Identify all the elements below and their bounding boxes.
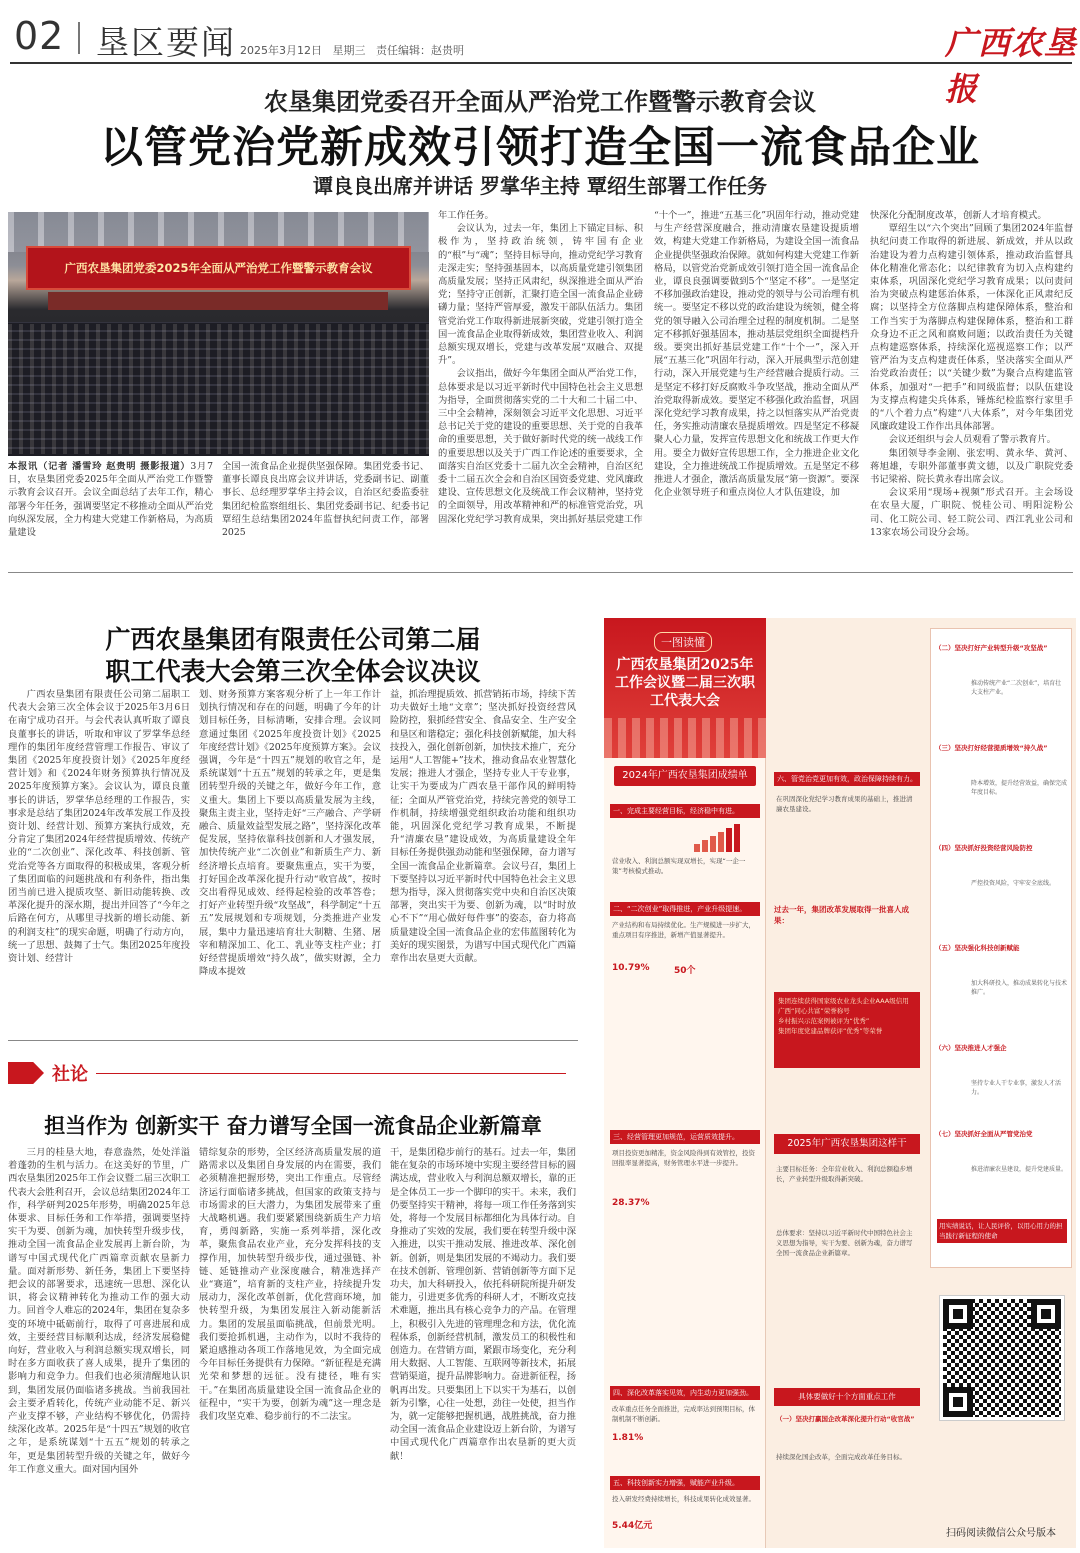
info-right-text: 严控投资风险，守牢安全底线。 bbox=[971, 880, 1056, 887]
infographic bbox=[604, 618, 1076, 1548]
editor: 责任编辑：赵贵明 bbox=[376, 44, 464, 57]
editorial-col2: 错综复杂的形势，全区经济高质量发展的道路需求以及集团自身发展的内在需要，我们必须精准把握形势，突出工作重点。尽管经济运行面临诸多挑战，但国家的政策支持与市场需求的巨大潜力，为集团发展带来了重大战略机遇。我们要紧紧围绕新质生产力培育，勇闯新路，实施一系列举措，深化改革，聚焦食品农业产业，充分发挥科技的支撑作用，加快转型升级步伐，通过强链、补链、延链推动产业深度融合，精准选择产业“赛道”，培育新的支柱产业，持续提升发展动力，深化改革创新，优化营商环境，加快转型升级，为集团发展注入新动能新活力。集团的发展虽面临挑战，但前景光明。我们要抢抓机遇，主动作为，以时不我待的紧迫感推动各项工作落地见效，为全面完成今年目标任务提供有力保障。“新征程是充满光荣和梦想的远征。没有捷径，唯有实干。”在集团高质量建设全国一流食品企业的征程中，“实干为要，创新为魂”这一理念是我们攻坚克难、稳步前行的不二法宝。 bbox=[199, 1147, 381, 1423]
info-s5: 五、科技创新实力增强，赋能产业升级。 bbox=[610, 1476, 760, 1490]
lead-headline: 以管党治党新成效引领打造全国一流食品企业 bbox=[100, 123, 980, 173]
info-right-col bbox=[926, 618, 1076, 1548]
issue-date bbox=[240, 42, 464, 58]
info-work-tab: 具体要做好十个方面重点工作 bbox=[774, 1388, 920, 1406]
lead-col5b: 覃绍生以“六个突出”回顾了集团2024年监督执纪问责工作取得的新进展、新成效，并从以政治建设为着力点构建引领体系，推动政治监督具体化精准化常态化；以纪律教育为切入点构建约束体系，巩固深化党纪学习教育成果；以问责问治为突破点构建惩治体系，一体深化正风肃纪反腐；以坚持全方位落脚点构建保障体系，整治和工作当实于为落脚点构建保障体系，整治和工群众身边不正之风和腐败问题；以政治责任为关键点构建巡察体系，持续深化巡视巡察工作；以严管严治为支点构建责任体系，坚决落实全面从严治党政治责任；以“关键少数”为聚合点构建监管体系，加强对“一把手”和同级监督；以队伍建设为支撑点构建尖兵体系，锤炼纪检监察行家里手的“八个着力点”构建“八大体系”，对今年集团党风廉政建设工作作出具体部署。 bbox=[870, 223, 1073, 433]
lead-col5a: 快深化分配制度改革，创新人才培育模式。 bbox=[870, 210, 1047, 221]
info-req-text: 总体要求：坚持以习近平新时代中国特色社会主义思想为指导，实干为要、创新为魂，奋力谱写全国一流食品企业新篇章。 bbox=[776, 1229, 913, 1257]
info-goal-text: 主要目标任务：全年营业收入、利润总额稳步增长，产业转型升级取得新突破。 bbox=[776, 1165, 913, 1183]
lead-byline: 本报讯（记者 潘雪玲 赵贵明 摄影报道） bbox=[8, 461, 191, 472]
masthead-divider bbox=[78, 22, 80, 54]
editorial-col3: 干，是集团稳步前行的基石。过去一年，集团能在复杂的市场环境中实现主要经营目标的圆满达成，营业收入与利润总额双增长，靠的正是全体员工一步一个脚印的实干。未来，我们仍要坚持实干精神，将每一项工作任务落到实处，将每一个发展目标都细化为具体行动。自身推动了实效的发展，我们要在转型升级中深入推进，以实干推动发展、推进改革、深化创新。创新，则是集团发展的不竭动力。我们要在技术创新、管理创新、营销创新等方面下足功夫，加大科研投入，依托科研院所提升研发能力，引进更多优秀的科研人才，不断攻克技术难题，推出具有核心竞争力的产品。在管理上，积极引入先进的管理理念和方法，优化流程体系，创新经营机制，激发员工的积极性和创造力。在营销方面，紧跟市场变化，充分利用大数据、人工智能、互联网等新技术，拓展营销渠道，提升品牌影响力。奋进新征程，扬帆再出发。只要集团上下以实干为基石，以创新为引擎，心往一处想，劲往一处使，担当作为，就一定能够把握机遇，战胜挑战，奋力推动全国一流食品企业建设迈上新台阶，为谱写中国式现代化广西篇章作出农垦新的更大贡献！ bbox=[390, 1147, 576, 1462]
editorial-tag-arrow-icon bbox=[8, 1062, 44, 1084]
info-mid-box: 过去一年，集团改革发展取得一批喜人成果： bbox=[774, 905, 909, 925]
info-right-list bbox=[930, 628, 1072, 1268]
date: 2025年3月12日 bbox=[240, 44, 322, 57]
info-right-item: （五）坚决强化科技创新赋能 bbox=[935, 944, 1020, 952]
editorial-column-1 bbox=[8, 1146, 190, 1546]
lead-kicker: 农垦集团党委召开全面从严治党工作暨警示教育会议 bbox=[264, 88, 816, 116]
info-s1: 一、完成主要经营目标，经济稳中有进。 bbox=[610, 804, 760, 818]
info-s2-text: 产业结构和布局持续优化。生产规模进一步扩大，重点项目有序推进，新增产值显著提升。 bbox=[612, 921, 755, 939]
info-s2: 二、“二次创业”取得推进，产业升级提速。 bbox=[610, 902, 760, 916]
second-headline-2: 职工代表大会第三次全体会议决议 bbox=[105, 657, 481, 686]
lead-col5e: 会议采用“现场+视频”形式召开。主会场设在农垦大厦，广职院、悦桂公司、明阳淀粉公司、化工院公司、轻工院公司、西江乳业公司和13家农场公司设分会场。 bbox=[870, 487, 1073, 538]
info-title: 广西农垦集团2025年工作会议暨二届三次职工代表大会 bbox=[615, 657, 755, 709]
info-s5-text: 投入研发经费持续增长，科技成果转化成效显著。 bbox=[612, 1495, 755, 1503]
qr-finder-1 bbox=[943, 1299, 973, 1329]
weekday: 星期三 bbox=[332, 44, 366, 57]
qr-finder-3 bbox=[943, 1387, 973, 1417]
award-text: 广西“同心共富”荣誉称号 bbox=[778, 1007, 850, 1015]
info-mid-col bbox=[770, 618, 924, 1548]
info-bar bbox=[702, 840, 708, 852]
info-right-text: 坚持专业人干专业事，激发人才活力。 bbox=[971, 1080, 1062, 1096]
editorial-headline: 担当作为 创新实干 奋力谱写全国一流食品企业新篇章 bbox=[44, 1114, 542, 1138]
second-headline-1: 广西农垦集团有限责任公司第二届 bbox=[105, 625, 481, 654]
second-bottom-rule bbox=[8, 1040, 578, 1041]
rostrum bbox=[48, 292, 388, 310]
editorial-tag-line bbox=[96, 1073, 566, 1074]
info-stat-3: 28.37% bbox=[612, 1198, 650, 1208]
info-s3-text: 项目投资更加精准，资金风险得到有效管控，投资回报率显著提高，财务管理水平进一步提升。 bbox=[612, 1149, 755, 1167]
lead-col4: “十个一”，推进“五基三化”巩固年行动，推动党建与生产经营深度融合，推动清廉农垦建设提质增效，构建大党建工作新格局，为建设全国一流食品企业提供坚强政治保障。就如何构建大党建工作新格局，以管党治党新成效引领打造全国一流食品企业，谭良良强调要做到5个“坚定不移”。一是坚定不移加强政治建设，推动党的领导与公司治理有机统一。要坚定不移以党的政治建设为统领，健全将党的领导融入公司治理全过程的制度机制。二是坚定不移抓好强基固本，推动基层党组织全面提档升级。要突出抓好基层党建工作“十个一”，深入开展“五基三化”巩固年行动，深入开展典型示范创建行动，深入开展党建与生产经营融合提质行动。三是坚定不移打好反腐败斗争攻坚战，推动全面从严治党取得新成效。要坚定不移强化政治监督，巩固深化党纪学习教育成果，持之以恒落实从严治党责任，务实推动清廉农垦提质增效。四是坚定不移凝聚人心力量，发挥宣传思想文化和统战工作更大作用。要全力做好宣传思想工作，全力推进企业文化建设，全力推进统战工作提质增效。五是坚定不移推进人才强企，激活高质量发展“第一资源”。要深化企业领导班子和重点岗位人才队伍建设，加 bbox=[654, 210, 859, 499]
info-right-item: （二）坚决打好产业转型升级“攻坚战” bbox=[935, 644, 1048, 652]
lead-col2-text: 全国一流食品企业提供坚强保障。集团党委书记、董事长谭良良出席会议并讲话，党委副书记、副董事长、总经理罗掌华主持会议，自治区纪委监委驻集团纪检监察组组长、集团党委副书记、纪委书记覃绍生总结集团2024年监督执纪问责工作，部署2025 bbox=[222, 461, 429, 539]
info-right-text: 推动传统产业“二次创业”，培育壮大支柱产业。 bbox=[971, 680, 1062, 696]
audience-heads bbox=[8, 324, 429, 454]
info-hero bbox=[604, 618, 766, 758]
paper-logo: 广西农垦报 bbox=[945, 24, 1078, 108]
info-stat-4: 1.81% bbox=[612, 1433, 644, 1443]
info-right-item: （七）坚决抓好全面从严管党治党 bbox=[935, 1130, 1033, 1138]
info-bar-chart bbox=[694, 822, 754, 852]
second-col3: 益，抓治理提质效、抓营销拓市场，持续下苦功夫做好土地“文章”；坚决抓好投资经营风险防控，狠抓经营安全、食品安全、生产安全和垦区和谐稳定；强化科技创新赋能，加大科技投入，强化创新创新，加快技术推广，充分运用“人工智能+”技术，推动食品农业智慧化发展；推进人才强企，坚持专业人干专业事，让实干为要成为广西农垦干部作风的鲜明特征；全面从严管党治党，持续完善党的领导工作机制，持续增强党组织政治功能和组织功能，巩固深化党纪学习教育成果，不断提升“清廉农垦”建设成效，为高质量建设全年目标任务提供强劲动能和坚强保障，奋力谱写全国一流食品企业新篇章。会议号召，集团上下要坚持以习近平新时代中国特色社会主义思想为指导，深入贯彻落实党中央和自治区决策部署，突出实干为要、创新为魂，以“时时放心不下”“用心做好每件事”的姿态，奋力将高质量建设全国一流食品企业的宏伟蓝图转化为美好的现实图景，为谱写中国式现代化广西篇章作出农垦更大贡献。 bbox=[390, 689, 576, 965]
editorial-column-3 bbox=[390, 1146, 576, 1546]
second-col1: 广西农垦集团有限责任公司第二届职工代表大会第三次全体会议于2025年3月6日在南宁成功召开。与会代表认真听取了谭良良董事长的讲话，听取和审议了罗掌华总经理作的集团年度经营管理工作报告、审议了集团《2025年度投资计划》《2025年度经营计划》和《2024年财务预算执行情况及2025年度预算方案》。会议认为，谭良良董事长的讲话，罗掌华总经理的工作报告，实事求是总结了集团2024年改革发展工作及投资计划、经营计划、预算方案执行成效，充分肯定了集团2024年经营提质增效、传统产业的“二次创业”、深化改革、科技创新、管党治党等各方面取得的积极成果，客观分析了集团面临的问题挑战和有利条件，指出集团当前已进入提质攻坚、新旧动能转换、改革深化提升的深水期，提出并回答了“今年之后路在何方，从哪里寻找新的增长动能、新的利润支柱”的现实命题，明确了行动方向，统一了思想、鼓舞了士气。集团2025年度投资计划、经营计 bbox=[8, 689, 190, 965]
lead-col3a: 年工作任务。 bbox=[438, 210, 494, 221]
lead-col3c: 会议指出，做好今年集团全面从严治党工作，总体要求是以习近平新时代中国特色社会主义思想为指导，全面贯彻落实党的二十大和二十届二中、三中全会精神，深刻领会习近平文化思想、习近平总书记关于党的建设的重要思想、关于党的自我革命的重要思想，关于做好新时代党的统一战线工作的重要思想以及关于广西工作论述的重要要求，全面落实自治区党委十二届九次全会精神，自治区纪委十二届五次全会和自治区国资委党建、党风廉政建设、宣传思想文化及统战工作会议精神，坚持党的全面领导，用改革精神和严的标准管党治党，巩固深化党纪学习教育成果，突出抓好基层党建工作 bbox=[438, 368, 643, 525]
lead-column-5 bbox=[870, 209, 1073, 560]
info-left-col bbox=[604, 618, 766, 1548]
editorial-tag-text: 社论 bbox=[52, 1064, 88, 1085]
info-bar bbox=[718, 832, 724, 852]
info-s4-text: 改革重点任务全面推进，完成率达到预期目标，体制机制不断创新。 bbox=[612, 1405, 755, 1423]
second-column-1 bbox=[8, 688, 190, 1018]
info-stat-1: 10.79% bbox=[612, 963, 650, 973]
lead-bottom-rule bbox=[8, 572, 1073, 573]
section-name: 垦区要闻 bbox=[96, 23, 236, 62]
info-right-item: （六）坚决推进人才强企 bbox=[935, 1044, 1007, 1052]
lead-column-4 bbox=[654, 209, 859, 560]
info-award-1 bbox=[774, 992, 920, 1068]
lead-col3b: 会议认为，过去一年，集团上下锚定目标、积极作为，坚持政治统领，铸牢国有企业的“根”与“魂”；坚持目标导向，推动党纪学习教育走深走实；坚持强基固本，以高质量党建引领集团高质量发展；坚持正风肃纪，纵深推进全面从严治党；坚持守正创新，汇聚打造全国一流食品企业磅礴力量；坚持严管厚爱，激发干部队伍活力。集团管党治党工作取得新进展新突破，党建引领打造全国一流食品企业取得新成效，集团营业收入、利润总额实现双增长，党建与改革发展“双融合、双提升”。 bbox=[438, 223, 643, 367]
masthead-rule bbox=[10, 62, 1072, 64]
info-right-text: 推进清廉农垦建设，提升党建质量。 bbox=[971, 1166, 1068, 1173]
editorial-column-2 bbox=[199, 1146, 381, 1546]
page-number: 02 bbox=[14, 14, 65, 58]
info-summary-tab: 2024年广西农垦集团成绩单 bbox=[614, 766, 756, 786]
editorial-col1: 三月的桂垦大地，春意盎然，处处洋溢着蓬勃的生机与活力。在这美好的节里，广西农垦集团2025年工作会议暨二届三次职工代表大会胜利召开，会议总结集团2024年工作，科学研判2025年形势，明确2025年总体要求、目标任务和工作举措，强调要坚持实干为要、创新为魂，加快转型升级步伐，推动全国一流食品企业发展再上新台阶，为谱写中国式现代化广西篇章贡献农垦新力量。面对新形势、新任务，集团上下要坚持把会议的部署要求，迅速统一思想、深化认识，将会议精神转化为推动工作的强大动力。回首令人难忘的2024年，集团在复杂多变的环境中砥砺前行，取得了可喜进展和成效，主要经营目标顺利达成，经济发展稳健向好，营业收入与利润总额实现双增长，同时在多方面收获了喜人成果，提升了集团的影响力和竞争力。但我们也必须清醒地认识到，集团发展仍面临诸多挑战。当前我国社会主要矛盾转化，传统产业动能不足、新兴产业支撑不够，产业结构不够优化，仍需持续深化改革。2025年是“十四五”规划的收官之年，是系统谋划“十五五”规划的转承之年，更是集团转型升级的关键之年，做好今年工作意义重大。面对国内国外 bbox=[8, 1147, 190, 1475]
lead-column-1 bbox=[8, 460, 213, 560]
info-right-item: （三）坚决打好经营提质增效“持久战” bbox=[935, 744, 1048, 752]
info-right-text: 降本增效，提升经营效益，确保完成年度目标。 bbox=[971, 780, 1068, 796]
info-right-text: 加大科研投入，推动成果转化与技术推广。 bbox=[971, 980, 1068, 996]
lead-col5c: 会议还组织与会人员观看了警示教育片。 bbox=[888, 434, 1056, 446]
info-bar bbox=[694, 844, 700, 852]
info-bar bbox=[710, 836, 716, 852]
photo-banner-text: 广西农垦集团党委2025年全面从严治党工作暨警示教育会议 bbox=[64, 261, 373, 275]
lead-caption-text: 3月7日，农垦集团党委2025年全面从严治党工作暨警示教育会议召开。会议全面总结了去年工作，精心部署今年任务，强调要坚定不移推动全面从严治党向纵深发展，全力构建大党建工作新格局，为高质量建设 bbox=[8, 461, 213, 539]
info-slogan: 用实绩说话，让人民评价，以用心用力的担当践行新征程的使命 bbox=[937, 1219, 1067, 1243]
info-kicker: 一图读懂 bbox=[654, 632, 712, 652]
info-stat-2: 50个 bbox=[674, 966, 696, 976]
info-w1: （一）坚决打赢国企改革深化提升行动“收官战” bbox=[776, 1415, 915, 1423]
qr-finder-2 bbox=[1031, 1299, 1061, 1329]
info-s3: 三、经营管理更加规范，运营质效提升。 bbox=[610, 1130, 760, 1144]
lead-column-3 bbox=[438, 209, 643, 560]
editorial-tag bbox=[8, 1062, 566, 1084]
info-mid-text: 在巩固深化党纪学习教育成果的基础上，推进清廉农垦建设。 bbox=[776, 795, 913, 813]
info-bar bbox=[734, 824, 740, 852]
lead-col5d: 集团领导李金刚、张宏明、黄永华、黄河、蒋旭雄，专职外部董事黄文德，以及广职院党委书记梁裕、院长黄永春出席会议。 bbox=[870, 447, 1073, 486]
info-stat-5: 5.44亿元 bbox=[612, 1521, 653, 1531]
second-column-3 bbox=[390, 688, 576, 1018]
info-w1-text: 持续深化国企改革，全面完成改革任务目标。 bbox=[776, 1453, 906, 1461]
info-bar bbox=[726, 828, 732, 852]
info-mid-s6: 六、管党治党更加有效，政治保障持续有力。 bbox=[774, 772, 920, 786]
award-text: 集团年度党建品牌获评“优秀”等荣誉 bbox=[778, 1027, 883, 1035]
qr-caption: 扫码阅读微信公众号版本 bbox=[946, 1528, 1056, 1539]
info-s4: 四、深化改革落实见效，内生动力更加强劲。 bbox=[610, 1386, 760, 1400]
meeting-photo bbox=[8, 212, 429, 456]
award-text: 乡村振兴示范案例被评为“优秀” bbox=[778, 1017, 870, 1025]
info-s1-text: 营业收入、利润总额实现双增长，实现“一企一策”考核模式推动。 bbox=[612, 857, 746, 875]
award-text: 集团连续获得国家级农业龙头企业AAA级信用 bbox=[778, 997, 909, 1005]
lead-subhead: 谭良良出席并讲话 罗掌华主持 覃绍生部署工作任务 bbox=[313, 174, 767, 198]
second-column-2 bbox=[199, 688, 381, 1018]
info-right-item: （四）坚决抓好投资经营风险防控 bbox=[935, 844, 1033, 852]
info-tab-2025: 2025年广西农垦集团这样干 bbox=[774, 1134, 920, 1154]
second-col2: 划、财务预算方案客观分析了上一年工作计划执行情况和存在的问题，明确了今年的计划目标任务，目标清晰，安排合理。会议同意通过集团《2025年度投资计划》《2025年度经营计划》《2025年度预算方案》。会议强调，今年是“十四五”规划的收官之年，是系统谋划“十五五”规划的转承之年，更是集团转型升级的关键之年，做好今年工作，意义重大。集团上下要以高质量发展为主线，聚焦主责主业，坚持走好“三产融合、产学研融合、质量效益型发展之路”，坚持深化改革促发展，坚持依靠科技创新和人才强发展，加快传统产业“二次创业”和新质生产力、新经济增长点培育。要聚焦重点，实干为要，打好国企改革深化提升行动“收官战”，按时交出看得见成效、经得起检验的改革答卷；打好产业转型升级“攻坚战”，科学制定“十五五”发展规划和专项规划，分类推进产业发展，集中力量迅速培育壮大制糖、生猪、屠宰和精深加工、化工、乳业等支柱产业；打好经营提质增效“持久战”，做实财源，全力降成本提效 bbox=[199, 689, 381, 978]
lead-column-2 bbox=[222, 460, 429, 560]
info-skyline bbox=[604, 718, 766, 758]
